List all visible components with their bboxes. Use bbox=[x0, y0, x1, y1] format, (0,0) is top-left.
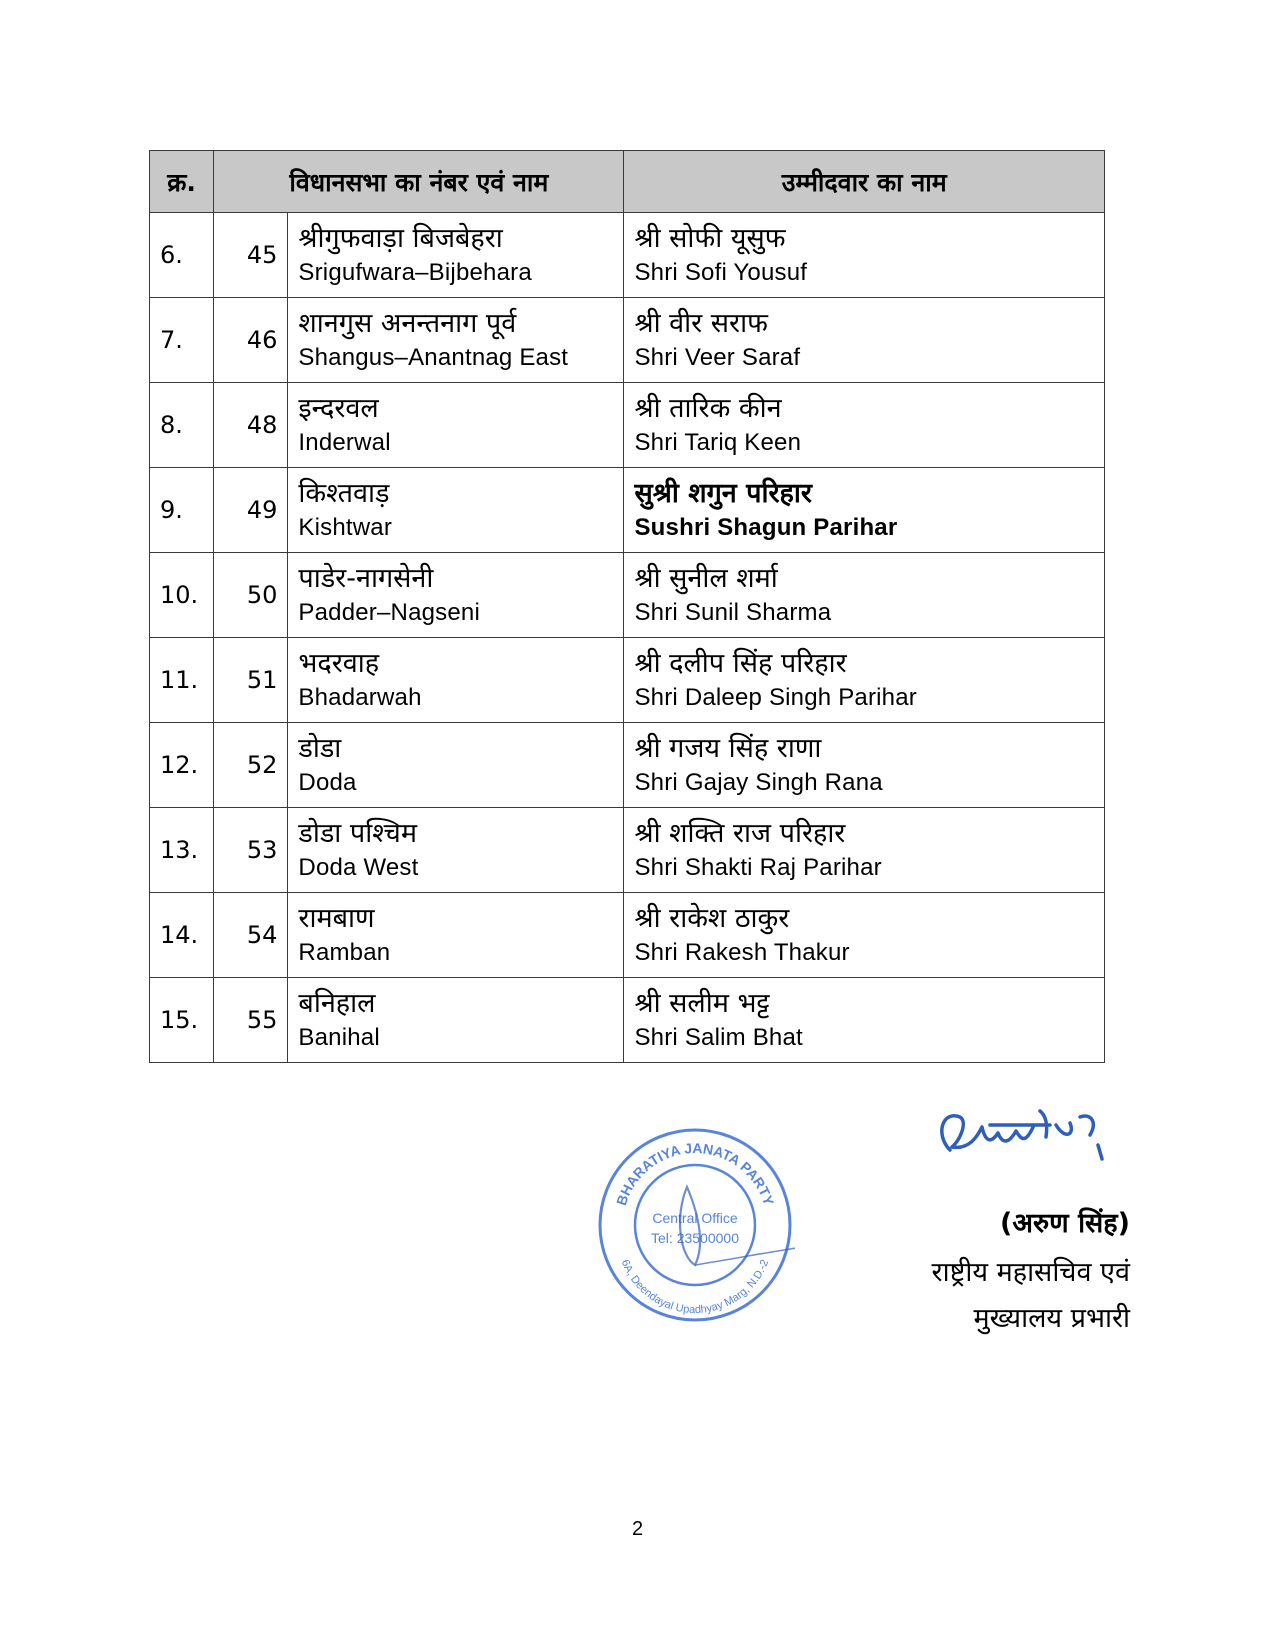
header-constituency: विधानसभा का नंबर एवं नाम bbox=[214, 151, 624, 213]
row-constituency bbox=[288, 723, 624, 808]
table-row bbox=[150, 638, 1105, 723]
svg-text:6A, Deendayal Upadhyay Marg, N bbox=[619, 1258, 772, 1316]
constituency-name-english: Doda bbox=[298, 769, 357, 796]
constituency-name-hindi: रामबाण bbox=[298, 903, 375, 934]
row-constituency bbox=[288, 213, 624, 298]
row-candidate bbox=[624, 298, 1105, 383]
constituency-name-english: Inderwal bbox=[298, 429, 391, 456]
row-candidate bbox=[624, 893, 1105, 978]
row-candidate bbox=[624, 723, 1105, 808]
page-number: 2 bbox=[631, 1518, 644, 1540]
row-serial: 14. bbox=[150, 893, 214, 978]
row-constituency bbox=[288, 808, 624, 893]
row-constituency-number: 52 bbox=[214, 723, 288, 808]
table-row bbox=[150, 808, 1105, 893]
constituency-name-english: Shangus–Anantnag East bbox=[298, 344, 569, 371]
row-candidate bbox=[624, 553, 1105, 638]
candidate-name-hindi: श्री राकेश ठाकुर bbox=[634, 903, 790, 934]
candidate-name-hindi: श्री सलीम भट्ट bbox=[634, 988, 770, 1019]
stamp-tel-label: Tel: 23500000 bbox=[651, 1230, 739, 1246]
signatory-title-line1: राष्ट्रीय महासचिव एवं bbox=[931, 1257, 1130, 1288]
candidate-name-hindi: श्री दलीप सिंह परिहार bbox=[634, 648, 847, 679]
constituency-name-hindi: किश्तवाड़ bbox=[298, 478, 390, 509]
candidate-name-hindi: श्री तारिक कीन bbox=[634, 393, 782, 424]
stamp-ring-text: BHARATIYA JANATA PARTY bbox=[612, 1139, 778, 1208]
candidate-name-english: Shri Gajay Singh Rana bbox=[634, 769, 883, 796]
constituency-name-hindi: शानगुस अनन्तनाग पूर्व bbox=[298, 308, 517, 339]
row-candidate bbox=[624, 383, 1105, 468]
constituency-name-hindi: बनिहाल bbox=[298, 988, 376, 1019]
signature-icon bbox=[930, 1095, 1120, 1185]
row-constituency-number: 55 bbox=[214, 978, 288, 1063]
candidate-name-hindi: श्री सुनील शर्मा bbox=[634, 563, 778, 594]
candidate-name-hindi: श्री शक्ति राज परिहार bbox=[634, 818, 846, 849]
candidate-name-hindi: श्री वीर सराफ bbox=[634, 308, 768, 339]
candidate-name-english: Shri Tariq Keen bbox=[634, 429, 802, 456]
signatory-name: (अरुण सिंह) bbox=[1000, 1208, 1130, 1239]
row-constituency bbox=[288, 978, 624, 1063]
candidate-name-hindi: श्री सोफी यूसुफ bbox=[634, 223, 786, 254]
candidate-name-english: Shri Salim Bhat bbox=[634, 1024, 803, 1051]
candidate-name-english: Sushri Shagun Parihar bbox=[634, 514, 898, 541]
constituency-name-english: Ramban bbox=[298, 939, 391, 966]
row-constituency-number: 51 bbox=[214, 638, 288, 723]
row-constituency-number: 49 bbox=[214, 468, 288, 553]
candidate-name-hindi: श्री गजय सिंह राणा bbox=[634, 733, 822, 764]
table-row bbox=[150, 893, 1105, 978]
candidate-table bbox=[149, 150, 1105, 1063]
row-serial: 9. bbox=[150, 468, 214, 553]
table-row bbox=[150, 298, 1105, 383]
row-constituency bbox=[288, 298, 624, 383]
constituency-name-english: Kishtwar bbox=[298, 514, 393, 541]
row-constituency-number: 53 bbox=[214, 808, 288, 893]
row-candidate bbox=[624, 808, 1105, 893]
row-serial: 6. bbox=[150, 213, 214, 298]
table-header-row bbox=[150, 151, 1105, 213]
row-serial: 8. bbox=[150, 383, 214, 468]
row-constituency bbox=[288, 893, 624, 978]
candidate-name-english: Shri Shakti Raj Parihar bbox=[634, 854, 882, 881]
candidate-name-hindi: सुश्री शगुन परिहार bbox=[634, 478, 812, 509]
constituency-name-english: Bhadarwah bbox=[298, 684, 422, 711]
signatory-title-line2: मुख्यालय प्रभारी bbox=[973, 1303, 1130, 1334]
constituency-name-hindi: डोडा bbox=[298, 733, 342, 764]
row-serial: 15. bbox=[150, 978, 214, 1063]
constituency-name-hindi: डोडा पश्चिम bbox=[298, 818, 417, 849]
row-candidate bbox=[624, 638, 1105, 723]
table-row bbox=[150, 553, 1105, 638]
row-serial: 12. bbox=[150, 723, 214, 808]
row-constituency bbox=[288, 468, 624, 553]
stamp-office-label: Central Office bbox=[652, 1210, 738, 1226]
row-candidate bbox=[624, 468, 1105, 553]
header-candidate: उम्मीदवार का नाम bbox=[624, 151, 1105, 213]
constituency-name-english: Padder–Nagseni bbox=[298, 599, 480, 626]
table-row bbox=[150, 383, 1105, 468]
constituency-name-hindi: पाडेर-नागसेनी bbox=[298, 563, 434, 594]
row-serial: 10. bbox=[150, 553, 214, 638]
constituency-name-hindi: भदरवाह bbox=[298, 648, 380, 679]
row-serial: 13. bbox=[150, 808, 214, 893]
row-constituency-number: 48 bbox=[214, 383, 288, 468]
row-candidate bbox=[624, 213, 1105, 298]
stamp-address-text: 6A, Deendayal Upadhyay Marg, N.D.-2 bbox=[618, 1257, 772, 1317]
row-constituency bbox=[288, 638, 624, 723]
candidate-name-english: Shri Rakesh Thakur bbox=[634, 939, 850, 966]
row-candidate bbox=[624, 978, 1105, 1063]
row-constituency-number: 46 bbox=[214, 298, 288, 383]
row-constituency bbox=[288, 383, 624, 468]
constituency-name-english: Srigufwara–Bijbehara bbox=[298, 259, 532, 286]
row-constituency-number: 50 bbox=[214, 553, 288, 638]
constituency-name-hindi: श्रीगुफवाड़ा बिजबेहरा bbox=[298, 223, 503, 254]
table-row bbox=[150, 468, 1105, 553]
table-row bbox=[150, 213, 1105, 298]
table-row bbox=[150, 723, 1105, 808]
candidate-name-english: Shri Veer Saraf bbox=[634, 344, 801, 371]
constituency-name-english: Doda West bbox=[298, 854, 419, 881]
constituency-name-hindi: इन्दरवल bbox=[298, 393, 379, 424]
row-serial: 7. bbox=[150, 298, 214, 383]
candidate-name-english: Shri Sofi Yousuf bbox=[634, 259, 808, 286]
row-serial: 11. bbox=[150, 638, 214, 723]
candidate-name-english: Shri Daleep Singh Parihar bbox=[634, 684, 917, 711]
header-serial: क्र. bbox=[150, 151, 214, 213]
row-constituency-number: 45 bbox=[214, 213, 288, 298]
signature-area bbox=[590, 1095, 1130, 1395]
party-stamp bbox=[595, 1125, 795, 1325]
table-row bbox=[150, 978, 1105, 1063]
row-constituency-number: 54 bbox=[214, 893, 288, 978]
row-constituency bbox=[288, 553, 624, 638]
constituency-name-english: Banihal bbox=[298, 1024, 380, 1051]
candidate-name-english: Shri Sunil Sharma bbox=[634, 599, 832, 626]
